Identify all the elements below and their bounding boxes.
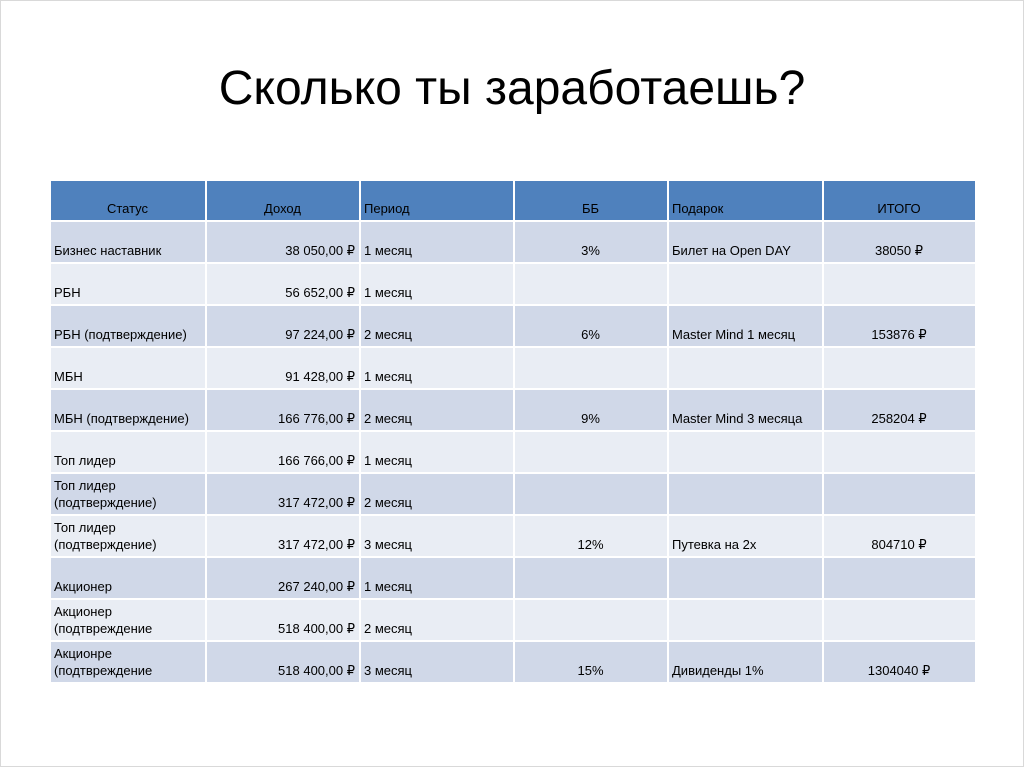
cell-income — [206, 473, 360, 515]
cell-period — [360, 389, 514, 431]
cell-period-text: 2 месяц — [364, 327, 412, 342]
cell-total-text: 1304040 ₽ — [867, 663, 931, 678]
cell-period-text: 1 месяц — [364, 579, 412, 594]
cell-gift-text: Master Mind 1 месяц — [672, 327, 796, 342]
cell-income-text: 166 776,00 ₽ — [278, 411, 355, 426]
cell-gift — [668, 263, 823, 305]
cell-period-text: 3 месяц — [364, 537, 412, 552]
cell-total — [823, 305, 976, 347]
table-row — [50, 263, 976, 305]
cell-period — [360, 473, 514, 515]
table-row — [50, 557, 976, 599]
cell-period — [360, 305, 514, 347]
cell-total — [823, 599, 976, 641]
cell-status-text: РБН (подтверждение) — [54, 327, 187, 342]
header-status: Статус — [50, 180, 206, 221]
cell-bb-text: 9% — [581, 411, 600, 426]
cell-income-text: 267 240,00 ₽ — [278, 579, 355, 594]
cell-period — [360, 599, 514, 641]
cell-period — [360, 221, 514, 263]
cell-gift — [668, 347, 823, 389]
table-row — [50, 221, 976, 263]
cell-status — [50, 347, 206, 389]
cell-bb — [514, 557, 668, 599]
cell-status — [50, 221, 206, 263]
cell-gift — [668, 515, 823, 557]
cell-status — [50, 305, 206, 347]
cell-bb — [514, 347, 668, 389]
cell-income — [206, 347, 360, 389]
cell-total — [823, 431, 976, 473]
cell-status-text: Топ лидер (подтверждение) — [54, 478, 157, 510]
cell-status — [50, 389, 206, 431]
header-income: Доход — [206, 180, 360, 221]
cell-bb-text: 12% — [577, 537, 604, 552]
table-row — [50, 347, 976, 389]
table-row — [50, 599, 976, 641]
table-row — [50, 515, 976, 557]
cell-gift — [668, 599, 823, 641]
cell-income — [206, 305, 360, 347]
cell-income-text: 91 428,00 ₽ — [285, 369, 355, 384]
cell-status-text: Топ лидер (подтверждение) — [54, 520, 157, 552]
cell-period-text: 1 месяц — [364, 285, 412, 300]
cell-status — [50, 263, 206, 305]
cell-bb — [514, 599, 668, 641]
cell-status — [50, 515, 206, 557]
cell-gift — [668, 557, 823, 599]
cell-period-text: 2 месяц — [364, 411, 412, 426]
cell-status-text: МБН — [54, 369, 83, 384]
cell-total-text: 258204 ₽ — [871, 411, 927, 426]
cell-total — [823, 221, 976, 263]
cell-gift-text: Путевка на 2х — [672, 537, 757, 552]
cell-gift-text: Master Mind 3 месяца — [672, 411, 803, 426]
cell-period — [360, 515, 514, 557]
cell-bb — [514, 221, 668, 263]
cell-income-text: 166 766,00 ₽ — [278, 453, 355, 468]
cell-status-text: Бизнес наставник — [54, 243, 162, 258]
cell-income-text: 317 472,00 ₽ — [278, 537, 355, 552]
cell-status-text: Акционер (подтвреждение — [54, 604, 153, 636]
table-row — [50, 473, 976, 515]
cell-income-text: 56 652,00 ₽ — [285, 285, 355, 300]
cell-status-text: РБН — [54, 285, 81, 300]
cell-status — [50, 641, 206, 683]
cell-period — [360, 431, 514, 473]
cell-total-text: 153876 ₽ — [871, 327, 927, 342]
cell-period-text: 1 месяц — [364, 453, 412, 468]
cell-income — [206, 431, 360, 473]
cell-status-text: Акционер — [54, 579, 112, 594]
cell-period-text: 1 месяц — [364, 369, 412, 384]
cell-income — [206, 557, 360, 599]
cell-status-text: Акционре (подтвреждение — [54, 646, 153, 678]
cell-bb-text: 15% — [577, 663, 604, 678]
header-total: ИТОГО — [823, 180, 976, 221]
cell-gift — [668, 431, 823, 473]
cell-bb — [514, 515, 668, 557]
cell-status — [50, 557, 206, 599]
cell-gift-text: Билет на Open DAY — [672, 243, 791, 258]
table-row — [50, 431, 976, 473]
cell-status-text: МБН (подтверждение) — [54, 411, 189, 426]
cell-gift-text: Дивиденды 1% — [672, 663, 764, 678]
cell-income — [206, 641, 360, 683]
table-row — [50, 641, 976, 683]
cell-period — [360, 557, 514, 599]
cell-income — [206, 389, 360, 431]
cell-income — [206, 599, 360, 641]
cell-status-text: Топ лидер — [54, 453, 116, 468]
cell-total — [823, 557, 976, 599]
cell-total — [823, 641, 976, 683]
cell-total — [823, 473, 976, 515]
income-table — [49, 179, 977, 684]
cell-gift — [668, 305, 823, 347]
cell-status — [50, 473, 206, 515]
cell-income — [206, 263, 360, 305]
table-header-row — [50, 180, 976, 221]
cell-income — [206, 515, 360, 557]
cell-income-text: 317 472,00 ₽ — [278, 495, 355, 510]
cell-period — [360, 641, 514, 683]
cell-period — [360, 263, 514, 305]
cell-total — [823, 389, 976, 431]
cell-period-text: 3 месяц — [364, 663, 412, 678]
table-row — [50, 389, 976, 431]
cell-income-text: 518 400,00 ₽ — [278, 621, 355, 636]
cell-bb — [514, 473, 668, 515]
cell-gift — [668, 473, 823, 515]
cell-status — [50, 431, 206, 473]
cell-bb — [514, 431, 668, 473]
cell-period-text: 2 месяц — [364, 495, 412, 510]
cell-income-text: 97 224,00 ₽ — [285, 327, 355, 342]
header-period: Период — [360, 180, 514, 221]
cell-gift — [668, 389, 823, 431]
cell-gift — [668, 641, 823, 683]
cell-total — [823, 347, 976, 389]
cell-bb — [514, 389, 668, 431]
cell-total — [823, 515, 976, 557]
cell-income-text: 38 050,00 ₽ — [285, 243, 355, 258]
cell-bb — [514, 305, 668, 347]
table-row — [50, 305, 976, 347]
cell-bb-text: 6% — [581, 327, 600, 342]
cell-total-text: 38050 ₽ — [874, 243, 924, 258]
cell-bb-text: 3% — [581, 243, 600, 258]
cell-income-text: 518 400,00 ₽ — [278, 663, 355, 678]
cell-period-text: 1 месяц — [364, 243, 412, 258]
header-bb: ББ — [514, 180, 668, 221]
cell-income — [206, 221, 360, 263]
cell-bb — [514, 641, 668, 683]
table-body — [50, 221, 976, 683]
cell-bb — [514, 263, 668, 305]
cell-gift — [668, 221, 823, 263]
slide-title: Сколько ты заработаешь? — [218, 62, 806, 115]
header-gift: Подарок — [668, 180, 823, 221]
cell-status — [50, 599, 206, 641]
cell-period-text: 2 месяц — [364, 621, 412, 636]
cell-total-text: 804710 ₽ — [871, 537, 927, 552]
cell-total — [823, 263, 976, 305]
cell-period — [360, 347, 514, 389]
